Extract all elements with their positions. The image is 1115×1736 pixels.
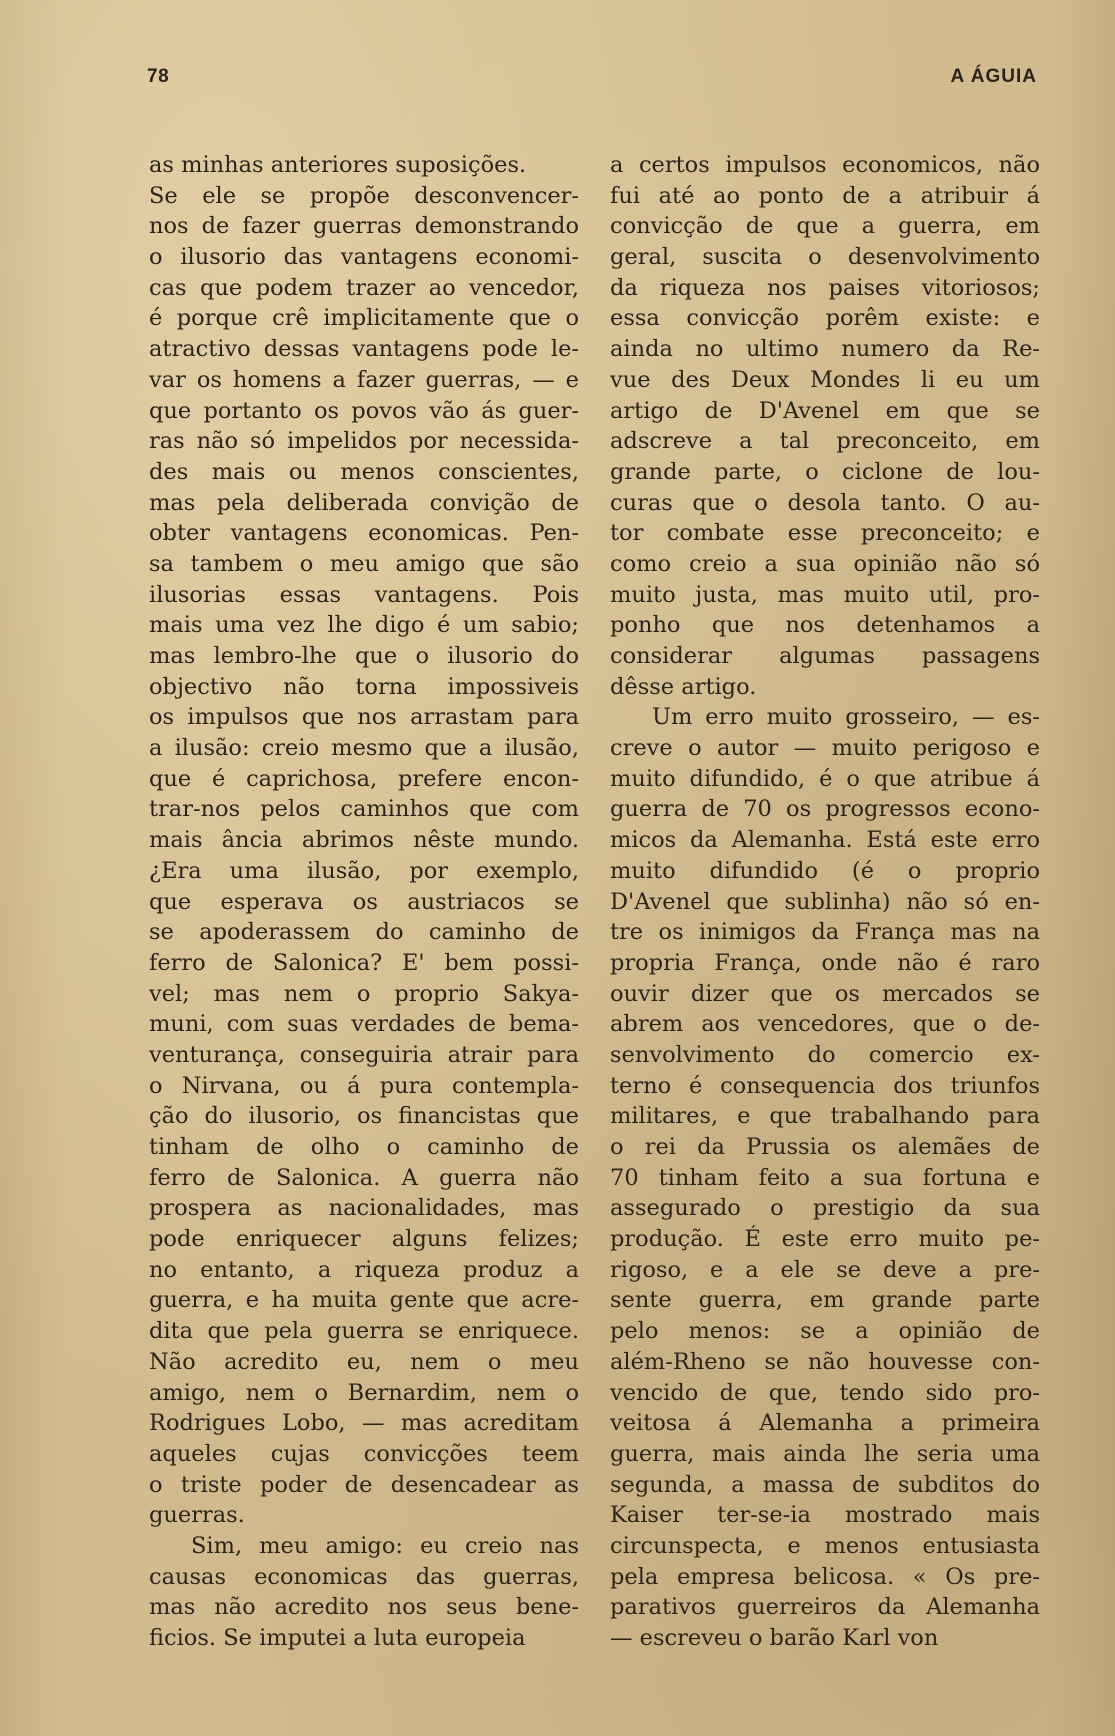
page-number: 78 [147,66,170,87]
text-line: Rodrigues Lobo, — mas acreditam [149,1410,579,1437]
text-line: pela empresa belicosa. « Os pre- [610,1563,1040,1590]
text-line: considerar algumas passagens [610,643,1040,669]
text-line: ferro de Salonica. A guerra não [149,1164,579,1191]
text-line: prospera as nacionalidades, mas [149,1195,579,1222]
text-line: produção. É este erro muito pe- [610,1226,1040,1253]
text-line: guerra de 70 os progressos econo- [610,796,1040,823]
text-line: rigoso, e a ele se deve a pre- [610,1256,1040,1283]
text-line: aqueles cujas convicções teem [149,1440,579,1467]
text-line: geral, suscita o desenvolvimento [610,244,1040,271]
text-line: ficios. Se imputei a luta europeia [149,1625,526,1651]
text-line: abrem aos vencedores, que o de- [610,1011,1040,1038]
text-line: 70 tinham feito a sua fortuna e [610,1164,1040,1191]
text-line: — escreveu o barão Karl von [610,1625,939,1651]
text-line: micos da Alemanha. Está este erro [610,827,1040,854]
text-line: os impulsos que nos arrastam para [149,704,579,731]
text-line: muito difundido, é o que atribue á [610,765,1040,792]
text-line: sa tambem o meu amigo que são [149,550,579,577]
text-line: as minhas anteriores suposições. [149,152,527,178]
text-line: que é caprichosa, prefere encon- [149,765,579,792]
text-line: mais ância abrimos nêste mundo. [149,827,579,854]
text-line: Sim, meu amigo: eu creio nas [191,1532,579,1559]
text-line: ras não só impelidos por necessida- [149,428,579,455]
text-line: objectivo não torna impossiveis [149,673,579,700]
text-line: artigo de D'Avenel em que se [610,397,1040,424]
text-line: assegurado o prestigio da sua [610,1195,1040,1222]
text-line: terno é consequencia dos triunfos [610,1072,1040,1099]
text-line: a certos impulsos economicos, não [610,152,1040,178]
text-line: mais uma vez lhe digo é um sabio; [149,612,579,639]
text-line: Não acredito eu, nem o meu [149,1348,579,1375]
text-line: vencido de que, tendo sido pro- [610,1379,1040,1406]
text-line: veitosa á Alemanha a primeira [610,1410,1040,1437]
text-line: mas pela deliberada convição de [149,489,579,516]
text-line: guerras. [149,1502,245,1529]
left-column [149,150,579,1654]
text-line: a ilusão: creio mesmo que a ilusão, [149,735,579,762]
text-line: amigo, nem o Bernardim, nem o [149,1379,579,1406]
text-line: além-Rheno se não houvesse con- [610,1348,1040,1375]
text-line: o ilusorio das vantagens economi- [149,244,579,271]
text-line: vue des Deux Mondes li eu um [610,366,1040,393]
text-line: convicção de que a guerra, em [610,213,1040,240]
text-line: ilusorias essas vantagens. Pois [149,581,579,608]
text-line: des mais ou menos conscientes, [149,458,579,485]
text-line: vel; mas nem o proprio Sakya- [149,980,579,1007]
text-line: mas não acredito nos seus bene- [149,1594,579,1621]
text-line: parativos guerreiros da Alemanha [610,1594,1040,1621]
text-line: atractivo dessas vantagens pode le- [149,336,579,363]
text-line: nos de fazer guerras demonstrando [149,213,579,240]
text-line: da riqueza nos paises vitoriosos; [610,274,1040,301]
text-line: sente guerra, em grande parte [610,1287,1040,1314]
text-line: cas que podem trazer ao vencedor, [149,274,579,301]
text-line: guerra, e ha muita gente que acre- [149,1287,579,1314]
text-line: muni, com suas verdades de bema- [149,1011,579,1038]
text-line: o triste poder de desencadear as [149,1471,579,1498]
text-line: dêsse artigo. [610,673,757,700]
text-line: senvolvimento do comercio ex- [610,1041,1040,1068]
text-line: propria França, onde não é raro [610,949,1040,976]
text-line: grande parte, o ciclone de lou- [610,458,1040,485]
text-line: como creio a sua opinião não só [610,550,1040,577]
text-line: Se ele se propõe desconvencer- [149,182,579,209]
text-line: ção do ilusorio, os financistas que [149,1103,579,1130]
right-column [610,150,1040,1654]
text-line: que portanto os povos vão ás guer- [149,397,579,424]
text-line: trar-nos pelos caminhos que com [149,796,579,823]
text-line: é porque crê implicitamente que o [149,305,579,332]
text-line: curas que o desola tanto. O au- [610,489,1040,516]
text-line: pode enriquecer alguns felizes; [149,1226,579,1253]
text-line: venturança, conseguiria atrair para [149,1041,579,1068]
journal-title: A ÁGUIA [950,66,1037,87]
text-line: o rei da Prussia os alemães de [610,1134,1040,1160]
text-line: var os homens a fazer guerras, — e [149,366,579,393]
text-line: creve o autor — muito perigoso e [610,735,1040,762]
text-line: ouvir dizer que os mercados se [610,980,1040,1007]
text-line: circunspecta, e menos entusiasta [610,1532,1040,1559]
text-line: ferro de Salonica? E' bem possi- [149,949,579,976]
text-line: o Nirvana, ou á pura contempla- [149,1072,579,1099]
text-line: Kaiser ter-se-ia mostrado mais [610,1502,1040,1529]
text-line: que esperava os austriacos se [149,888,579,915]
text-line: no entanto, a riqueza produz a [149,1256,579,1283]
text-line: dita que pela guerra se enriquece. [149,1318,579,1345]
text-line: tor combate esse preconceito; e [610,520,1040,547]
text-line: essa convicção porêm existe: e [610,305,1040,332]
text-line: D'Avenel que sublinha) não só en- [610,888,1040,915]
text-line: mas lembro-lhe que o ilusorio do [149,643,579,669]
text-line: segunda, a massa de subditos do [610,1471,1040,1498]
text-line: tinham de olho o caminho de [149,1134,579,1160]
text-line: fui até ao ponto de a atribuir á [610,182,1040,209]
text-line: ponho que nos detenhamos a [610,612,1040,639]
text-line: adscreve a tal preconceito, em [610,428,1040,455]
text-line: muito difundido (é o proprio [610,857,1040,884]
running-head [147,66,1037,96]
text-line: militares, e que trabalhando para [610,1103,1040,1130]
text-line: obter vantagens economicas. Pen- [149,520,579,547]
text-line: se apoderassem do caminho de [149,919,579,946]
text-line: guerra, mais ainda lhe seria uma [610,1440,1040,1467]
text-line: causas economicas das guerras, [149,1563,579,1590]
text-line: muito justa, mas muito util, pro- [610,581,1040,608]
text-line: ¿Era uma ilusão, por exemplo, [149,857,579,884]
text-line: ainda no ultimo numero da Re- [610,336,1040,363]
text-line: pelo menos: se a opinião de [610,1318,1040,1345]
text-line: Um erro muito grosseiro, — es- [652,704,1040,731]
text-line: tre os inimigos da França mas na [610,919,1040,946]
